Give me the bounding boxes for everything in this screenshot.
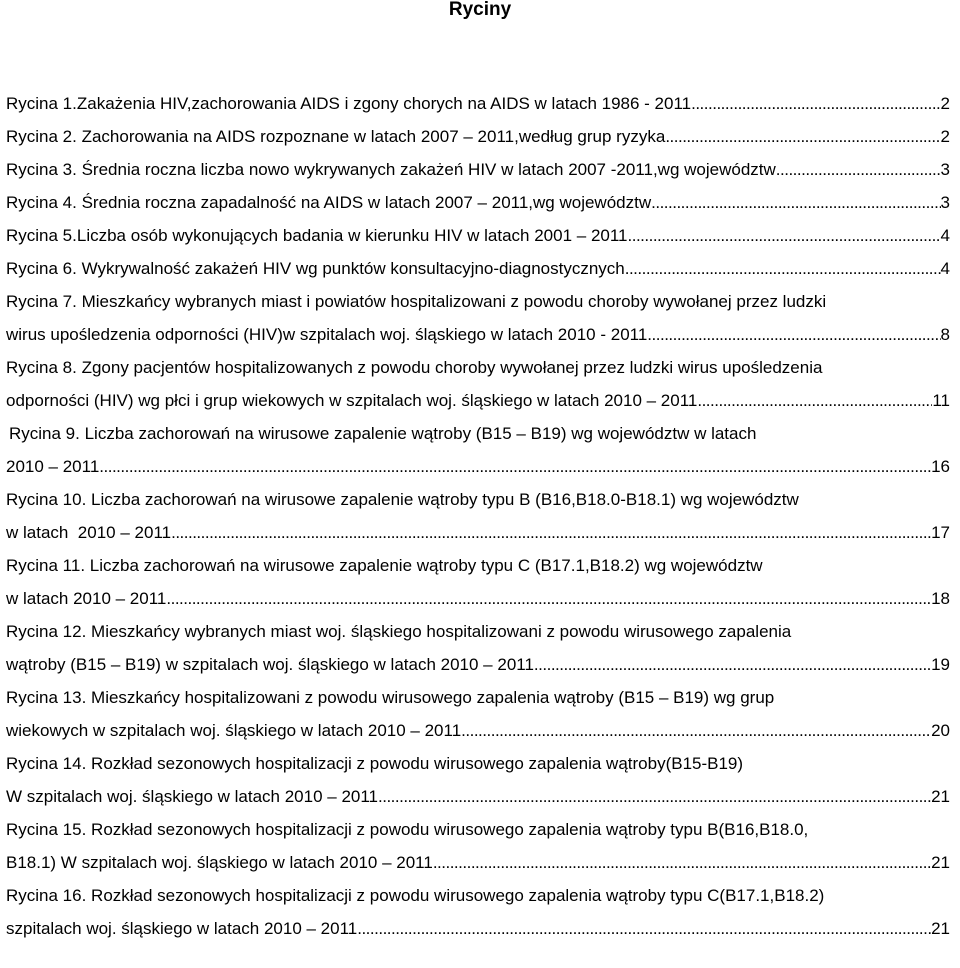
toc-page-number: 21: [931, 787, 950, 806]
toc-page-number: 11: [932, 391, 950, 410]
toc-entry[interactable]: [6, 94, 950, 127]
toc-entry[interactable]: [6, 688, 950, 721]
toc-entry[interactable]: [6, 655, 950, 688]
toc-entry[interactable]: [6, 226, 950, 259]
toc-entry-text: Rycina 2. Zachorowania na AIDS rozpoznane w latach 2007 – 2011,według grup ryzyka: [6, 127, 666, 146]
toc-page-number: 21: [931, 853, 950, 872]
toc-leader-dots: [433, 853, 931, 873]
toc-entry-text: Rycina 16. Rozkład sezonowych hospitalizacji z powodu wirusowego zapalenia wątroby typu C(B17.1,B18.2): [6, 886, 825, 905]
toc-entry[interactable]: [6, 523, 950, 556]
toc-page-number: 3: [940, 160, 950, 179]
toc-entry[interactable]: [6, 160, 950, 193]
toc-leader-dots: [461, 721, 931, 741]
toc-entry-text: B18.1) W szpitalach woj. śląskiego w latach 2010 – 2011: [6, 853, 433, 872]
toc-entry-text: Rycina 6. Wykrywalność zakażeń HIV wg punktów konsultacyjno-diagnostycznych: [6, 259, 625, 278]
toc-leader-dots: [99, 457, 931, 477]
toc-leader-dots: [357, 919, 931, 939]
toc-entry-text: W szpitalach woj. śląskiego w latach 2010 – 2011: [6, 787, 378, 806]
toc-leader-dots: [166, 589, 931, 609]
toc-entry-text: w latach 2010 – 2011: [6, 523, 172, 542]
toc-leader-dots: [625, 259, 941, 279]
toc-page-number: 4: [940, 226, 950, 245]
toc-leader-dots: [665, 127, 940, 147]
toc-leader-dots: [691, 94, 940, 114]
toc-entry[interactable]: [6, 457, 950, 490]
toc-entry-text: odporności (HIV) wg płci i grup wiekowych w szpitalach woj. śląskiego w latach 2010 – 2011: [6, 391, 698, 410]
toc-entry-text: szpitalach woj. śląskiego w latach 2010 – 2011: [6, 919, 358, 938]
toc-leader-dots: [378, 787, 931, 807]
toc-entry-text: Rycina 9. Liczba zachorowań na wirusowe zapalenie wątroby (B15 – B19) wg województw w latach: [9, 424, 757, 443]
toc-entry-text: Rycina 12. Mieszkańcy wybranych miast woj. śląskiego hospitalizowani z powodu wirusowego zapalenia: [6, 622, 792, 641]
toc-entry-text: Rycina 4. Średnia roczna zapadalność na AIDS w latach 2007 – 2011,wg województw: [6, 193, 652, 212]
toc-entry-text: wiekowych w szpitalach woj. śląskiego w latach 2010 – 2011: [6, 721, 462, 740]
toc-entry-text: Rycina 14. Rozkład sezonowych hospitalizacji z powodu wirusowego zapalenia wątroby(B15-B19): [6, 754, 744, 773]
toc-entry[interactable]: [6, 754, 950, 787]
table-of-figures: [6, 94, 950, 952]
toc-page-number: 3: [940, 193, 950, 212]
toc-entry-text: wątroby (B15 – B19) w szpitalach woj. śląskiego w latach 2010 – 2011: [6, 655, 534, 674]
toc-entry-text: Rycina 10. Liczba zachorowań na wirusowe zapalenie wątroby typu B (B16,B18.0-B18.1) wg województw: [6, 490, 799, 509]
toc-leader-dots: [171, 523, 931, 543]
toc-leader-dots: [697, 391, 932, 411]
toc-entry[interactable]: [6, 556, 950, 589]
toc-entry[interactable]: [6, 193, 950, 226]
toc-entry[interactable]: [6, 325, 950, 358]
toc-entry-text: Rycina 1.Zakażenia HIV,zachorowania AIDS i zgony chorych na AIDS w latach 1986 - 2011: [6, 94, 692, 113]
toc-leader-dots: [534, 655, 931, 675]
toc-page-number: 8: [940, 325, 950, 344]
toc-entry-text: w latach 2010 – 2011: [6, 589, 167, 608]
toc-entry[interactable]: [6, 127, 950, 160]
toc-leader-dots: [776, 160, 941, 180]
toc-entry[interactable]: [6, 853, 950, 886]
toc-page-number: 18: [931, 589, 950, 608]
toc-entry[interactable]: [6, 787, 950, 820]
toc-entry-text: Rycina 5.Liczba osób wykonujących badania w kierunku HIV w latach 2001 – 2011: [6, 226, 628, 245]
toc-entry[interactable]: [6, 292, 950, 325]
toc-entry[interactable]: [6, 820, 950, 853]
toc-page-number: 2: [940, 94, 950, 113]
toc-leader-dots: [651, 193, 940, 213]
toc-entry-text: Rycina 13. Mieszkańcy hospitalizowani z powodu wirusowego zapalenia wątroby (B15 – B19) wg grup: [6, 688, 775, 707]
toc-entry[interactable]: [6, 259, 950, 292]
toc-leader-dots: [628, 226, 941, 246]
toc-entry-text: Rycina 3. Średnia roczna liczba nowo wykrywanych zakażeń HIV w latach 2007 -2011,wg województw: [6, 160, 776, 179]
toc-page-number: 2: [940, 127, 950, 146]
toc-page-number: 4: [940, 259, 950, 278]
toc-entry-text: 2010 – 2011: [6, 457, 100, 476]
toc-entry-text: wirus upośledzenia odporności (HIV)w szpitalach woj. śląskiego w latach 2010 - 2011: [6, 325, 648, 344]
toc-page-number: 17: [931, 523, 950, 542]
toc-entry[interactable]: [6, 490, 950, 523]
toc-entry[interactable]: [6, 358, 950, 391]
toc-entry[interactable]: [6, 622, 950, 655]
toc-leader-dots: [647, 325, 940, 345]
toc-entry-text: Rycina 11. Liczba zachorowań na wirusowe zapalenie wątroby typu C (B17.1,B18.2) wg województw: [6, 556, 763, 575]
toc-entry-text: Rycina 8. Zgony pacjentów hospitalizowanych z powodu choroby wywołanej przez ludzki wirus upośledzenia: [6, 358, 823, 377]
toc-entry[interactable]: [6, 424, 950, 457]
toc-entry-text: Rycina 15. Rozkład sezonowych hospitalizacji z powodu wirusowego zapalenia wątroby typu B(B16,B18.0,: [6, 820, 809, 839]
toc-entry[interactable]: [6, 919, 950, 952]
toc-entry[interactable]: [6, 886, 950, 919]
toc-page-number: 20: [931, 721, 950, 740]
page-title: Ryciny: [448, 0, 512, 20]
toc-page-number: 16: [931, 457, 950, 476]
toc-page-number: 19: [931, 655, 950, 674]
toc-page-number: 21: [931, 919, 950, 938]
toc-entry[interactable]: [6, 721, 950, 754]
toc-entry-text: Rycina 7. Mieszkańcy wybranych miast i powiatów hospitalizowani z powodu choroby wywołanej przez ludzki: [6, 292, 827, 311]
toc-entry[interactable]: [6, 589, 950, 622]
toc-entry[interactable]: [6, 391, 950, 424]
